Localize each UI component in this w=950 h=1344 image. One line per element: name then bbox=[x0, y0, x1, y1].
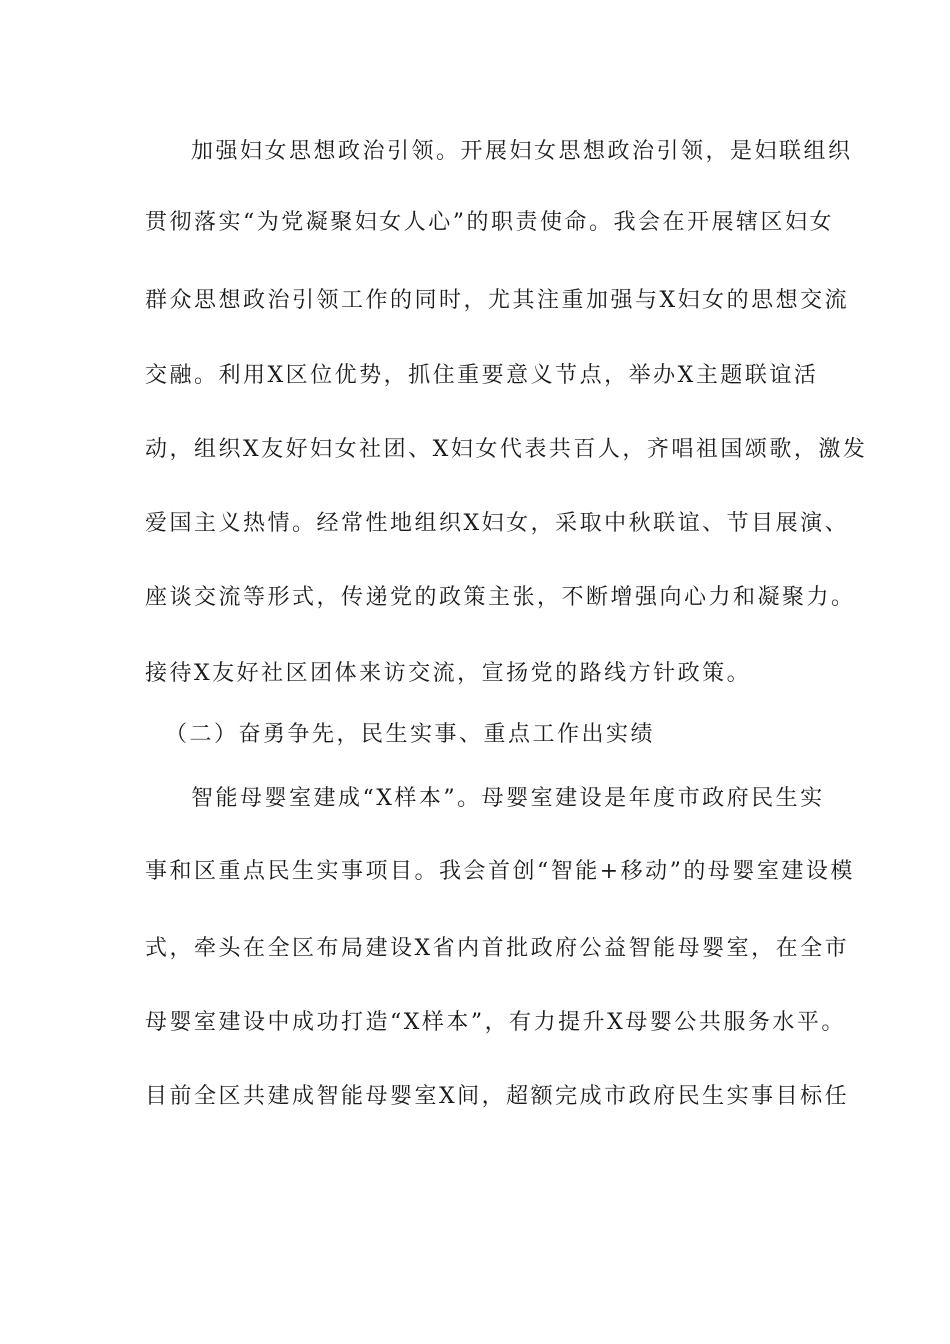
paragraph-1-line-5: 动，组织X友好妇女社团、X妇女代表共百人，齐唱祖国颂歌，激发 bbox=[145, 437, 868, 462]
paragraph-1-line-8: 接待X友好社区团体来访交流，宣扬党的路线方针政策。 bbox=[145, 661, 752, 686]
paragraph-2-line-3: 式，牵头在全区布局建设X省内首批政府公益智能母婴室，在全市 bbox=[145, 936, 850, 961]
paragraph-2-line-2: 事和区重点民生实事项目。我会首创“智能+移动”的母婴室建设模 bbox=[145, 859, 855, 884]
paragraph-2-line-4: 母婴室建设中成功打造“X样本”，有力提升X母婴公共服务水平。 bbox=[145, 1010, 846, 1035]
paragraph-2-line-5: 目前全区共建成智能母婴室X间，超额完成市政府民生实事目标任 bbox=[145, 1084, 850, 1109]
paragraph-1-line-3: 群众思想政治引领工作的同时，尤其注重加强与X妇女的思想交流 bbox=[145, 288, 850, 313]
paragraph-1-line-2: 贯彻落实“为党凝聚妇女人心”的职责使命。我会在开展辖区妇女 bbox=[145, 210, 834, 235]
paragraph-1-line-1: 加强妇女思想政治引领。开展妇女思想政治引领，是妇联组织 bbox=[191, 139, 853, 164]
paragraph-1-line-7: 座谈交流等形式，传递党的政策主张，不断增强向心力和凝聚力。 bbox=[145, 585, 856, 610]
paragraph-2-line-1: 智能母婴室建成“X样本”。母婴室建设是年度市政府民生实 bbox=[191, 786, 825, 811]
section-heading: （二）奋勇争先，民生实事、重点工作出实绩 bbox=[165, 722, 656, 747]
paragraph-1-line-6: 爱国主义热情。经常性地组织X妇女，采取中秋联谊、节目展演、 bbox=[145, 511, 850, 536]
paragraph-1-line-4: 交融。利用X区位优势，抓住重要意义节点，举办X主题联谊活 bbox=[145, 363, 819, 388]
